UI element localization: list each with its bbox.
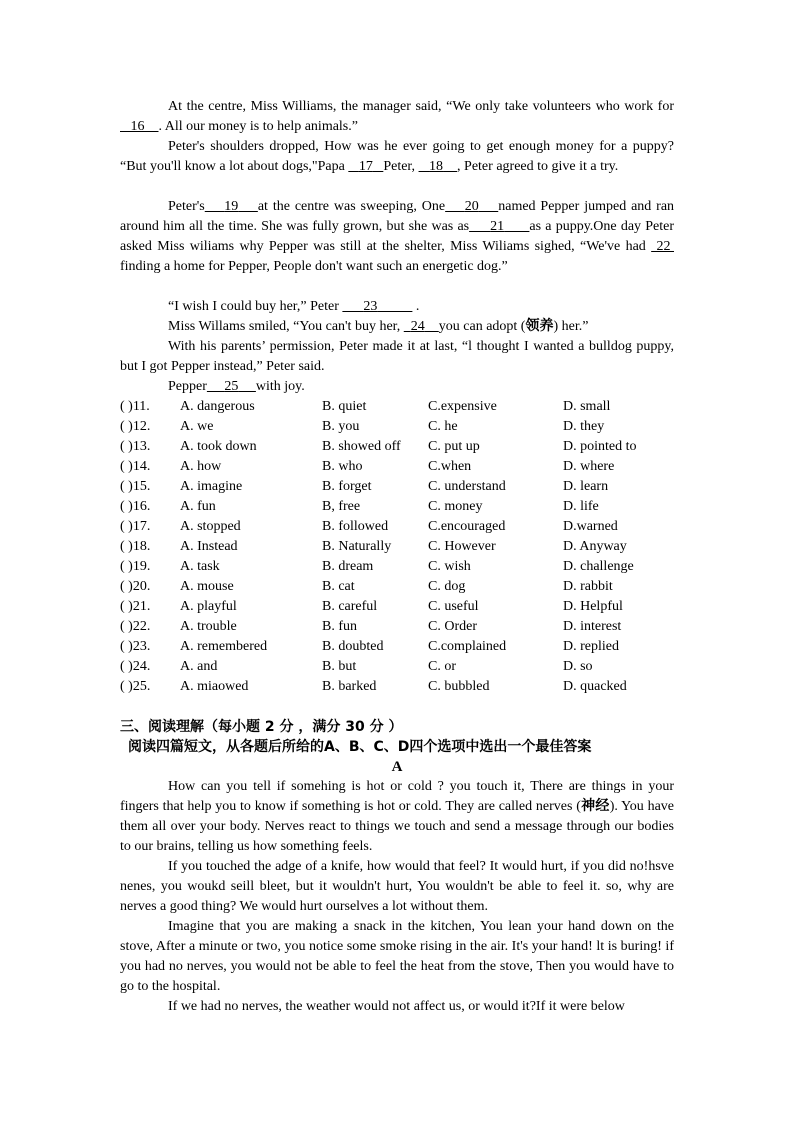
reading-paragraph-4: If we had no nerves, the weather would not affect us, or would it?If it were below: [168, 999, 625, 1014]
text-run: with joy.: [255, 379, 305, 394]
cloze-paragraph-5: [120, 317, 674, 337]
option-a: A. miaowed: [180, 679, 249, 694]
section-title: 三、阅读理解（每小题 2 分 ，满分 30 分 ）: [120, 719, 403, 735]
blank-18: 18: [429, 159, 444, 174]
text-run: “I wish I could buy her,” Peter: [168, 299, 343, 314]
option-d: D. rabbit: [563, 579, 613, 594]
cloze-paragraph-4: [120, 297, 674, 317]
cloze-paragraph-3: [120, 197, 674, 277]
text-run: How can you tell if somehing is hot or cold ? you touch it, There are things in your fingers that help you to know if something is hot or cold. They are called nerves (: [120, 779, 674, 814]
text-run: Peter's shoulders dropped, How was he ever going to get enough money for a puppy? “But you'll know a lot about dogs,"Papa: [120, 139, 674, 174]
option-b: B. quiet: [322, 399, 367, 414]
blank-21: 21: [490, 219, 505, 234]
option-d: D. challenge: [563, 559, 634, 574]
option-b: B. who: [322, 459, 363, 474]
blank-22: 22: [656, 239, 671, 254]
blank-23: 23: [363, 299, 378, 314]
option-b: B. showed off: [322, 439, 401, 454]
option-c: C. However: [428, 539, 496, 554]
option-c: C.encouraged: [428, 519, 506, 534]
text-run: ) her.”: [553, 319, 589, 334]
option-d: D. small: [563, 399, 611, 414]
question-number[interactable]: ( )15.: [120, 479, 151, 494]
chinese-gloss: 神经: [580, 799, 610, 814]
option-c: C. put up: [428, 439, 480, 454]
option-b: B. but: [322, 659, 357, 674]
option-b: B. barked: [322, 679, 377, 694]
option-a: A. task: [180, 559, 220, 574]
cloze-paragraph-1: [120, 97, 674, 137]
option-b: B. dream: [322, 559, 374, 574]
question-number[interactable]: ( )25.: [120, 679, 151, 694]
option-a: A. trouble: [180, 619, 237, 634]
question-number[interactable]: ( )21.: [120, 599, 151, 614]
option-d: D. pointed to: [563, 439, 637, 454]
option-b: B, free: [322, 499, 361, 514]
text-run: With his parents’ permission, Peter made it at last, “l thought I wanted a bulldog puppy, but I got Pepper instead,” Peter said.: [120, 339, 674, 374]
text-run: Peter,: [383, 159, 419, 174]
option-a: A. remembered: [180, 639, 268, 654]
option-b: B. you: [322, 419, 360, 434]
text-run: . All our money is to help animals.”: [158, 119, 358, 134]
option-a: A. Instead: [180, 539, 238, 554]
option-d: D. life: [563, 499, 599, 514]
option-b: B. followed: [322, 519, 389, 534]
blank-25: 25: [224, 379, 239, 394]
passage-label: A: [391, 759, 403, 775]
option-b: B. fun: [322, 619, 357, 634]
text-run: Miss Willams smiled, “You can't buy her,: [168, 319, 404, 334]
question-number[interactable]: ( )22.: [120, 619, 151, 634]
option-a: A. fun: [180, 499, 216, 514]
option-c: C. dog: [428, 579, 466, 594]
option-c: C. or: [428, 659, 456, 674]
text-run: named Pepper jumped and ran around him all the time. She was fully grown, but she was as: [120, 199, 675, 234]
option-d: D. quacked: [563, 679, 627, 694]
option-c: C. he: [428, 419, 458, 434]
question-number[interactable]: ( )11.: [120, 399, 150, 414]
option-d: D.warned: [563, 519, 618, 534]
text-run: .: [412, 299, 420, 314]
blank-19: 19: [224, 199, 239, 214]
blank-16: 16: [130, 119, 145, 134]
option-a: A. dangerous: [180, 399, 255, 414]
option-a: A. and: [180, 659, 218, 674]
option-c: C. wish: [428, 559, 471, 574]
blank-17: 17: [358, 159, 373, 174]
text-run: At the centre, Miss Williams, the manager said, “We only take volunteers who work for: [168, 99, 674, 114]
option-a: A. we: [180, 419, 214, 434]
option-b: B. doubted: [322, 639, 384, 654]
option-c: C. useful: [428, 599, 479, 614]
option-c: C. Order: [428, 619, 477, 634]
option-d: D. they: [563, 419, 605, 434]
option-d: D. replied: [563, 639, 619, 654]
question-number[interactable]: ( )16.: [120, 499, 151, 514]
text-run: at the centre was sweeping, One: [257, 199, 446, 214]
option-b: B. cat: [322, 579, 355, 594]
text-run: finding a home for Pepper, People don't want such an energetic dog.”: [120, 259, 508, 274]
text-run: you can adopt (: [438, 319, 526, 334]
option-d: D. learn: [563, 479, 609, 494]
option-a: A. took down: [180, 439, 257, 454]
option-c: C.complained: [428, 639, 507, 654]
option-c: C. understand: [428, 479, 506, 494]
text-run: as a puppy.One day Peter asked Miss wiliams why Pepper was still at the shelter, Miss Wiliams sighed, “We've had: [120, 219, 675, 254]
option-b: B. careful: [322, 599, 378, 614]
reading-paragraph-3: Imagine that you are making a snack in the kitchen, You lean your hand down on the stove, After a minute or two, you notice some smoke rising in the air. It's your hand! lt is buring! if you had no nerves, you would not be able to feel the heat from the stove, Then you would have to go to the hospital.: [120, 919, 674, 994]
question-number[interactable]: ( )19.: [120, 559, 151, 574]
option-c: C. bubbled: [428, 679, 490, 694]
option-d: D. interest: [563, 619, 622, 634]
option-a: A. imagine: [180, 479, 243, 494]
option-c: C. money: [428, 499, 483, 514]
section-instruction: 阅读四篇短文，从各题后所给的A、B、C、D四个选项中选出一个最佳答案: [128, 739, 592, 755]
reading-paragraph-2: If you touched the adge of a knife, how would that feel? It would hurt, if you did no!hsve nenes, you woukd seill bleet, but it wouldn't hurt, You wouldn't be able to feel it. so, why are nerves a good thing? We would hurt ourselves a lot without them.: [120, 859, 674, 914]
option-d: D. so: [563, 659, 593, 674]
question-number[interactable]: ( )13.: [120, 439, 151, 454]
option-b: B. Naturally: [322, 539, 392, 554]
text-run: , Peter agreed to give it a try.: [457, 159, 619, 174]
question-number[interactable]: ( )14.: [120, 459, 151, 474]
cloze-paragraph-2: [120, 137, 674, 177]
option-d: D. Anyway: [563, 539, 627, 554]
reading-paragraph-1: [120, 777, 674, 857]
option-d: D. where: [563, 459, 615, 474]
cloze-paragraph-6: [120, 337, 674, 377]
question-number[interactable]: ( )12.: [120, 419, 151, 434]
option-c: C.expensive: [428, 399, 497, 414]
text-run: Pepper: [168, 379, 207, 394]
cloze-paragraph-7: [120, 377, 674, 397]
option-d: D. Helpful: [563, 599, 623, 614]
text-run: Peter's: [168, 199, 205, 214]
chinese-gloss: 领养: [525, 319, 554, 334]
question-number[interactable]: ( )23.: [120, 639, 151, 654]
question-number[interactable]: ( )20.: [120, 579, 151, 594]
option-b: B. forget: [322, 479, 372, 494]
option-a: A. how: [180, 459, 222, 474]
question-number[interactable]: ( )17.: [120, 519, 151, 534]
question-number[interactable]: ( )18.: [120, 539, 151, 554]
option-c: C.when: [428, 459, 472, 474]
option-a: A. stopped: [180, 519, 241, 534]
blank-24: 24: [410, 319, 425, 334]
option-a: A. playful: [180, 599, 237, 614]
blank-20: 20: [464, 199, 479, 214]
question-number[interactable]: ( )24.: [120, 659, 151, 674]
option-a: A. mouse: [180, 579, 234, 594]
text-run: ). You have them all over your body. Nerves react to things we touch and send a message through our bodies to our brains, telling us how something feels.: [120, 799, 675, 854]
